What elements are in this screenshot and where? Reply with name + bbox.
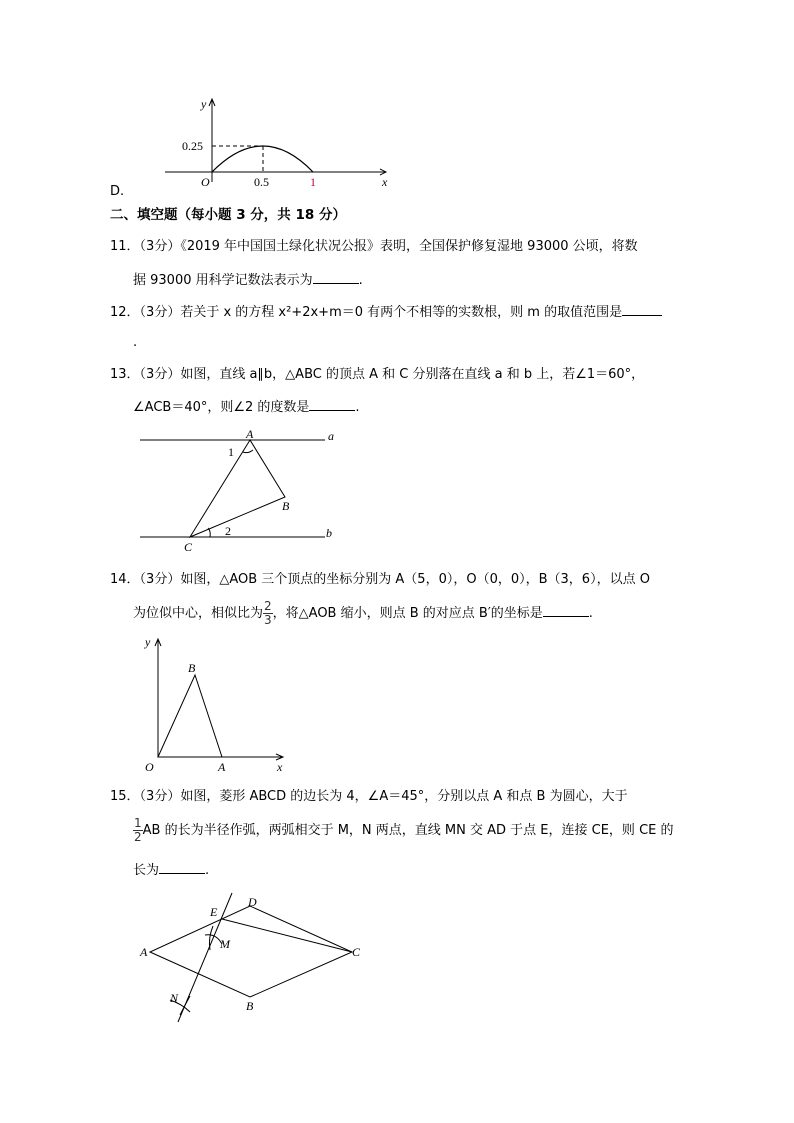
question-11 <box>110 238 638 256</box>
question-15-line3 <box>133 861 209 880</box>
question-11-line2 <box>133 271 363 290</box>
question-text: 如图，直线 a∥b，△ABC 的顶点 A 和 C 分别落在直线 a 和 b 上，若∠1＝60°， <box>180 367 645 382</box>
period: . <box>133 335 138 350</box>
question-text: 为位似中心，相似比为 <box>133 606 264 621</box>
x-tick-label: 0.5 <box>254 175 269 189</box>
denominator: 2 <box>134 830 142 844</box>
question-14 <box>110 571 650 589</box>
question-13 <box>110 366 644 384</box>
x-tick-label: 1 <box>310 175 316 189</box>
line-a-label: a <box>328 429 334 443</box>
answer-blank[interactable] <box>309 398 355 411</box>
question-12 <box>110 303 662 322</box>
point-b-label: B <box>246 999 254 1013</box>
point-a-label: A <box>246 427 254 441</box>
y-axis-label: y <box>201 97 207 111</box>
point-n-label: N <box>170 991 179 1005</box>
option-d-label: D. <box>110 184 125 199</box>
period: . <box>355 400 360 415</box>
question-text: AB 的长为半径作弧，两弧相交于 M，N 两点，直线 MN 交 AD 于点 E，连接 CE，则 CE 的 <box>142 823 674 838</box>
origin-label: O <box>201 175 210 189</box>
point-a-label: A <box>140 945 148 959</box>
question-13-line2 <box>133 398 360 417</box>
period: . <box>358 273 363 288</box>
question-number: 12．（3分） <box>110 305 181 320</box>
angle-2-label: 2 <box>225 524 231 538</box>
denominator: 3 <box>264 613 272 627</box>
question-text: ，将△AOB 缩小，则点 B 的对应点 B′的坐标是 <box>272 606 543 621</box>
answer-blank[interactable] <box>159 861 205 874</box>
angle-1-label: 1 <box>228 445 234 459</box>
point-d-label: D <box>248 895 257 909</box>
point-c-label: C <box>184 540 193 554</box>
question-text: 据 93000 用科学记数法表示为 <box>133 273 313 288</box>
question-number: 15．（3分） <box>110 789 181 804</box>
question-14-line2 <box>133 600 593 627</box>
question-text: ∠ACB＝40°，则∠2 的度数是 <box>133 400 310 415</box>
figure-q15 <box>139 893 361 1022</box>
question-15 <box>110 788 628 806</box>
point-c-label: C <box>352 945 361 959</box>
point-b-label: B <box>188 661 196 675</box>
question-text: 如图，△AOB 三个顶点的坐标分别为 A（5，0），O（0，0），B（3，6），以点 O <box>180 572 650 587</box>
question-number: 14．（3分） <box>110 572 181 587</box>
figure-q13 <box>140 427 334 554</box>
fraction <box>263 600 273 627</box>
answer-blank[interactable] <box>543 604 589 617</box>
fraction <box>133 817 143 844</box>
numerator: 1 <box>134 816 142 830</box>
y-axis-label: y <box>145 635 151 649</box>
line-b-label: b <box>326 526 332 540</box>
answer-blank[interactable] <box>622 303 662 316</box>
question-number: 11．（3分） <box>110 239 181 254</box>
question-text: 长为 <box>133 863 160 878</box>
origin-label: O <box>145 760 154 774</box>
figure-q14 <box>144 635 283 774</box>
section-title: 二、填空题（每小题 3 分，共 18 分） <box>110 207 346 223</box>
numerator: 2 <box>264 599 272 613</box>
period: . <box>205 863 210 878</box>
figure-option-d <box>165 97 388 189</box>
answer-blank[interactable] <box>313 271 359 284</box>
period: . <box>588 606 593 621</box>
y-tick-label: 0.25 <box>182 139 203 153</box>
question-number: 13．（3分） <box>110 367 181 382</box>
question-15-line2 <box>133 817 674 844</box>
question-text: 《2019 年中国国土绿化状况公报》表明，全国保护修复湿地 93000 公顷，将数 <box>180 239 638 254</box>
point-m-label: M <box>220 937 230 951</box>
point-b-label: B <box>282 499 290 513</box>
point-a-label: A <box>218 760 226 774</box>
x-axis-label: x <box>382 175 388 189</box>
point-e-label: E <box>210 905 218 919</box>
question-text: 若关于 x 的方程 x²+2x+m＝0 有两个不相等的实数根，则 m 的取值范围是 <box>180 305 623 320</box>
question-text: 如图，菱形 ABCD 的边长为 4，∠A＝45°，分别以点 A 和点 B 为圆心，大于 <box>180 789 628 804</box>
x-axis-label: x <box>277 760 283 774</box>
